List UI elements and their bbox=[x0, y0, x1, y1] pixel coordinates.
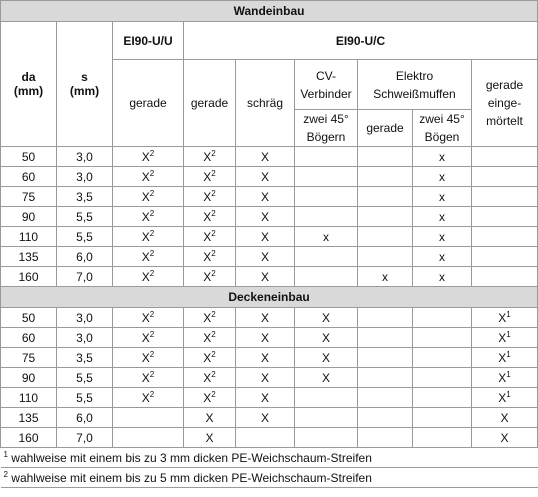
cell-mark-letter: x bbox=[323, 229, 329, 244]
cell-mark-footnote-ref: 2 bbox=[149, 188, 155, 198]
header-cv-line1: CV- bbox=[315, 68, 336, 83]
table-row bbox=[1, 348, 538, 368]
footnote bbox=[1, 468, 538, 488]
cell-mark bbox=[184, 207, 236, 227]
cell-mark bbox=[358, 207, 413, 227]
footnote bbox=[1, 448, 538, 468]
cell-mark-footnote-ref: 2 bbox=[149, 369, 155, 379]
cell-mark bbox=[295, 408, 358, 428]
cell-mark-letter: X bbox=[203, 229, 212, 244]
cell-mark-letter: X bbox=[498, 310, 507, 325]
cell-mark bbox=[184, 267, 236, 287]
cell-da: 135 bbox=[1, 247, 57, 267]
cell-mark bbox=[113, 267, 184, 287]
cell-mark-letter: x bbox=[439, 149, 445, 164]
cell-mark bbox=[472, 368, 538, 388]
cell-mark-footnote-ref: 2 bbox=[211, 248, 216, 258]
cell-da: 50 bbox=[1, 308, 57, 328]
cell-mark-footnote-ref: 2 bbox=[211, 188, 216, 198]
cell-mark-letter: x bbox=[439, 229, 445, 244]
cell-mark bbox=[113, 328, 184, 348]
cell-mark bbox=[472, 408, 538, 428]
cell-mark bbox=[413, 147, 472, 167]
header-gerade-eing-line2: einge- bbox=[487, 96, 522, 110]
cell-mark-footnote-ref: 2 bbox=[211, 349, 216, 359]
cell-mark bbox=[295, 147, 358, 167]
cell-mark bbox=[413, 187, 472, 207]
cell-mark bbox=[113, 368, 184, 388]
cell-mark bbox=[358, 267, 413, 287]
cell-mark bbox=[236, 247, 295, 267]
header-elektro-gerade: gerade bbox=[358, 110, 413, 147]
header-cv-verbinder bbox=[295, 60, 358, 110]
table-row bbox=[1, 428, 538, 448]
table-row bbox=[1, 227, 538, 247]
cell-s: 7,0 bbox=[57, 267, 113, 287]
cell-mark bbox=[413, 308, 472, 328]
cell-mark-letter: X bbox=[141, 310, 150, 325]
cell-s: 3,5 bbox=[57, 187, 113, 207]
cell-mark bbox=[236, 328, 295, 348]
cell-mark-footnote-ref: 1 bbox=[506, 369, 511, 379]
cell-mark-letter: X bbox=[141, 330, 150, 345]
cell-mark-letter: X bbox=[500, 410, 509, 425]
cell-mark bbox=[113, 207, 184, 227]
cell-mark-footnote-ref: 1 bbox=[506, 349, 511, 359]
cell-mark bbox=[358, 408, 413, 428]
cell-mark bbox=[295, 348, 358, 368]
header-gerade-eing-line3: mörtelt bbox=[486, 114, 523, 128]
cell-mark-letter: X bbox=[141, 370, 150, 385]
header-s-label: s bbox=[81, 70, 88, 84]
cell-mark bbox=[113, 187, 184, 207]
cell-mark-letter: X bbox=[203, 189, 212, 204]
cell-mark bbox=[358, 247, 413, 267]
cell-mark-footnote-ref: 1 bbox=[506, 329, 511, 339]
footnote-text: wahlweise mit einem bis zu 5 mm dicken PE-Weichschaum-Streifen bbox=[11, 470, 372, 485]
cell-mark-footnote-ref: 1 bbox=[506, 389, 511, 399]
cell-mark-footnote-ref: 2 bbox=[149, 389, 155, 399]
cell-mark-footnote-ref: 2 bbox=[211, 168, 216, 178]
cell-mark bbox=[113, 167, 184, 187]
cell-mark bbox=[184, 167, 236, 187]
cell-mark bbox=[472, 308, 538, 328]
cell-mark-footnote-ref: 2 bbox=[211, 329, 216, 339]
header-elektro-line1: Elektro bbox=[395, 68, 434, 83]
cell-mark bbox=[236, 167, 295, 187]
cell-mark-footnote-ref: 2 bbox=[149, 208, 155, 218]
cell-mark-letter: X bbox=[260, 370, 269, 385]
cell-mark-letter: X bbox=[205, 430, 214, 445]
cell-mark bbox=[413, 207, 472, 227]
cell-s: 5,5 bbox=[57, 368, 113, 388]
cell-mark bbox=[295, 267, 358, 287]
cell-mark bbox=[472, 227, 538, 247]
cell-mark bbox=[358, 388, 413, 408]
footnote-number: 2 bbox=[3, 469, 8, 479]
cell-mark-letter: X bbox=[203, 370, 212, 385]
cell-mark-letter: X bbox=[260, 209, 269, 224]
cell-mark bbox=[236, 388, 295, 408]
header-cv-line2: Verbinder bbox=[300, 86, 352, 101]
cell-s: 6,0 bbox=[57, 247, 113, 267]
cell-mark-letter: X bbox=[203, 330, 212, 345]
section-title-wall: Wandeinbau bbox=[1, 1, 538, 22]
cell-mark-letter: X bbox=[141, 390, 150, 405]
header-da-label: da bbox=[21, 70, 36, 84]
cell-mark bbox=[184, 368, 236, 388]
cell-mark-letter: X bbox=[260, 249, 269, 264]
table-row bbox=[1, 368, 538, 388]
header-ei90-uc: EI90-U/C bbox=[184, 22, 538, 60]
cell-mark-letter: X bbox=[141, 249, 150, 264]
cell-mark bbox=[236, 368, 295, 388]
cell-mark-letter: X bbox=[498, 370, 507, 385]
cell-mark bbox=[413, 227, 472, 247]
cell-mark-footnote-ref: 2 bbox=[211, 208, 216, 218]
cell-mark bbox=[184, 408, 236, 428]
cell-mark-letter: X bbox=[321, 370, 330, 385]
cell-mark bbox=[413, 408, 472, 428]
cell-mark-footnote-ref: 2 bbox=[211, 268, 216, 278]
section-title-ceiling: Deckeneinbau bbox=[1, 287, 538, 308]
cell-mark-letter: X bbox=[141, 229, 150, 244]
cell-mark-footnote-ref: 2 bbox=[211, 228, 216, 238]
cell-mark bbox=[472, 247, 538, 267]
cell-mark bbox=[472, 207, 538, 227]
cell-mark bbox=[184, 227, 236, 247]
cell-mark-letter: X bbox=[260, 229, 269, 244]
header-elektro-zwei45 bbox=[413, 110, 472, 147]
cell-da: 50 bbox=[1, 147, 57, 167]
cell-mark bbox=[184, 187, 236, 207]
cell-mark bbox=[413, 247, 472, 267]
cell-mark bbox=[113, 408, 184, 428]
cell-mark bbox=[113, 348, 184, 368]
cell-mark bbox=[295, 368, 358, 388]
cell-mark-letter: X bbox=[260, 330, 269, 345]
header-elektro-zwei45-line1: zwei 45° bbox=[419, 112, 465, 126]
cell-mark bbox=[184, 328, 236, 348]
cell-mark-letter: X bbox=[260, 269, 269, 284]
cell-mark bbox=[295, 328, 358, 348]
cell-mark-letter: x bbox=[439, 169, 445, 184]
header-da bbox=[1, 22, 57, 147]
header-elektro-line2: Schweißmuffen bbox=[373, 86, 456, 101]
cell-mark-letter: X bbox=[321, 310, 330, 325]
cell-mark bbox=[472, 267, 538, 287]
cell-mark bbox=[113, 147, 184, 167]
cell-da: 110 bbox=[1, 388, 57, 408]
cell-mark-letter: X bbox=[203, 149, 212, 164]
header-s-unit: (mm) bbox=[69, 84, 100, 98]
cell-s: 3,0 bbox=[57, 308, 113, 328]
header-gerade-eingemoertelt bbox=[472, 60, 538, 147]
cell-mark-letter: X bbox=[141, 209, 150, 224]
cell-s: 5,5 bbox=[57, 207, 113, 227]
cell-mark bbox=[358, 328, 413, 348]
cell-mark-footnote-ref: 2 bbox=[149, 168, 155, 178]
cell-da: 160 bbox=[1, 267, 57, 287]
cell-mark bbox=[358, 308, 413, 328]
cell-da: 75 bbox=[1, 187, 57, 207]
cell-mark bbox=[413, 167, 472, 187]
cell-mark-letter: x bbox=[382, 269, 388, 284]
cell-da: 160 bbox=[1, 428, 57, 448]
cell-mark bbox=[113, 388, 184, 408]
cell-mark bbox=[413, 428, 472, 448]
cell-s: 6,0 bbox=[57, 408, 113, 428]
cell-mark-footnote-ref: 2 bbox=[211, 148, 216, 158]
cell-mark bbox=[236, 408, 295, 428]
cell-s: 5,5 bbox=[57, 388, 113, 408]
cell-mark-footnote-ref: 2 bbox=[149, 329, 155, 339]
cell-mark bbox=[295, 247, 358, 267]
cell-mark-letter: X bbox=[321, 350, 330, 365]
cell-mark-footnote-ref: 2 bbox=[149, 248, 155, 258]
table-row bbox=[1, 207, 538, 227]
cell-mark bbox=[184, 147, 236, 167]
cell-mark bbox=[236, 187, 295, 207]
cell-da: 60 bbox=[1, 328, 57, 348]
cell-s: 3,0 bbox=[57, 147, 113, 167]
table-row bbox=[1, 267, 538, 287]
cell-mark-footnote-ref: 2 bbox=[211, 389, 216, 399]
cell-mark-letter: X bbox=[260, 350, 269, 365]
cell-mark-letter: X bbox=[203, 350, 212, 365]
header-cv-zwei45-line2: Bögern bbox=[306, 130, 346, 144]
cell-s: 3,0 bbox=[57, 167, 113, 187]
header-cv-zwei45-line1: zwei 45° bbox=[303, 112, 349, 126]
header-s bbox=[57, 22, 113, 147]
header-da-unit: (mm) bbox=[13, 84, 44, 98]
cell-da: 110 bbox=[1, 227, 57, 247]
cell-mark bbox=[113, 227, 184, 247]
cell-mark bbox=[113, 308, 184, 328]
cell-mark-letter: X bbox=[205, 410, 214, 425]
table-row bbox=[1, 187, 538, 207]
table-row bbox=[1, 408, 538, 428]
cell-mark bbox=[295, 388, 358, 408]
header-uc-schraeg: schräg bbox=[236, 60, 295, 147]
cell-s: 5,5 bbox=[57, 227, 113, 247]
cell-mark-letter: X bbox=[203, 390, 212, 405]
cell-mark bbox=[236, 207, 295, 227]
cell-mark bbox=[295, 167, 358, 187]
cell-mark-letter: X bbox=[498, 330, 507, 345]
cell-mark bbox=[295, 308, 358, 328]
cell-s: 3,0 bbox=[57, 328, 113, 348]
table-row bbox=[1, 308, 538, 328]
cell-mark-letter: X bbox=[203, 249, 212, 264]
cell-mark bbox=[358, 368, 413, 388]
cell-mark bbox=[358, 167, 413, 187]
cell-mark bbox=[358, 227, 413, 247]
cell-mark bbox=[184, 308, 236, 328]
header-elektro bbox=[358, 60, 472, 110]
cell-mark-letter: x bbox=[439, 189, 445, 204]
cell-mark-footnote-ref: 2 bbox=[211, 309, 216, 319]
cell-mark bbox=[413, 267, 472, 287]
header-uu-gerade: gerade bbox=[113, 60, 184, 147]
cell-mark bbox=[472, 348, 538, 368]
cell-mark-footnote-ref: 2 bbox=[149, 148, 155, 158]
header-ei90-uu: EI90-U/U bbox=[113, 22, 184, 60]
cell-mark bbox=[472, 388, 538, 408]
cell-mark-letter: x bbox=[439, 249, 445, 264]
cell-mark bbox=[295, 227, 358, 247]
cell-da: 135 bbox=[1, 408, 57, 428]
cell-mark bbox=[358, 147, 413, 167]
cell-mark bbox=[472, 328, 538, 348]
cell-mark-letter: x bbox=[439, 269, 445, 284]
cell-mark bbox=[472, 167, 538, 187]
cell-mark-letter: X bbox=[203, 310, 212, 325]
cell-mark bbox=[413, 348, 472, 368]
cell-mark bbox=[236, 267, 295, 287]
cell-mark-letter: X bbox=[141, 269, 150, 284]
cell-mark-footnote-ref: 2 bbox=[149, 228, 155, 238]
cell-mark bbox=[358, 187, 413, 207]
table-row bbox=[1, 388, 538, 408]
cell-mark-letter: X bbox=[498, 350, 507, 365]
cell-mark-letter: X bbox=[498, 390, 507, 405]
cell-mark bbox=[295, 187, 358, 207]
cell-mark-footnote-ref: 2 bbox=[149, 309, 155, 319]
cell-mark bbox=[236, 147, 295, 167]
cell-mark-letter: X bbox=[260, 410, 269, 425]
cell-mark bbox=[295, 207, 358, 227]
header-cv-zwei45 bbox=[295, 110, 358, 147]
cell-mark bbox=[236, 308, 295, 328]
cell-mark bbox=[236, 348, 295, 368]
cell-mark-letter: X bbox=[203, 269, 212, 284]
cell-mark-letter: X bbox=[260, 169, 269, 184]
table-row bbox=[1, 328, 538, 348]
table-row bbox=[1, 167, 538, 187]
cell-mark-letter: X bbox=[260, 310, 269, 325]
cell-mark bbox=[184, 247, 236, 267]
cell-mark bbox=[236, 227, 295, 247]
cell-s: 7,0 bbox=[57, 428, 113, 448]
header-gerade-eing-line1: gerade bbox=[485, 78, 524, 92]
cell-da: 60 bbox=[1, 167, 57, 187]
cell-mark bbox=[184, 388, 236, 408]
cell-mark-footnote-ref: 2 bbox=[149, 349, 155, 359]
cell-mark bbox=[472, 147, 538, 167]
cell-mark bbox=[413, 368, 472, 388]
cell-mark-letter: X bbox=[141, 189, 150, 204]
table-row bbox=[1, 247, 538, 267]
header-elektro-zwei45-line2: Bögen bbox=[424, 130, 460, 144]
cell-mark bbox=[413, 388, 472, 408]
cell-s: 3,5 bbox=[57, 348, 113, 368]
cell-mark bbox=[472, 428, 538, 448]
cell-mark-letter: X bbox=[500, 430, 509, 445]
cell-mark-letter: X bbox=[141, 169, 150, 184]
cell-mark-letter: x bbox=[439, 209, 445, 224]
cell-mark bbox=[113, 247, 184, 267]
cell-mark-letter: X bbox=[141, 350, 150, 365]
cell-mark-letter: X bbox=[321, 330, 330, 345]
cell-mark-footnote-ref: 1 bbox=[506, 309, 511, 319]
cell-mark-letter: X bbox=[203, 209, 212, 224]
cell-da: 75 bbox=[1, 348, 57, 368]
cell-mark bbox=[184, 428, 236, 448]
cell-mark bbox=[358, 428, 413, 448]
cell-mark-letter: X bbox=[141, 149, 150, 164]
cell-mark bbox=[295, 428, 358, 448]
footnote-number: 1 bbox=[3, 449, 8, 459]
cell-da: 90 bbox=[1, 368, 57, 388]
cell-mark-letter: X bbox=[203, 169, 212, 184]
cell-mark-letter: X bbox=[260, 390, 269, 405]
cell-da: 90 bbox=[1, 207, 57, 227]
cell-mark-footnote-ref: 2 bbox=[211, 369, 216, 379]
cell-mark bbox=[184, 348, 236, 368]
cell-mark bbox=[236, 428, 295, 448]
cell-mark bbox=[413, 328, 472, 348]
cell-mark bbox=[358, 348, 413, 368]
header-uc-gerade: gerade bbox=[184, 60, 236, 147]
table-row bbox=[1, 147, 538, 167]
footnote-text: wahlweise mit einem bis zu 3 mm dicken PE-Weichschaum-Streifen bbox=[11, 450, 372, 465]
cell-mark-letter: X bbox=[260, 189, 269, 204]
cell-mark-footnote-ref: 2 bbox=[149, 268, 155, 278]
cell-mark bbox=[113, 428, 184, 448]
cell-mark-letter: X bbox=[260, 149, 269, 164]
cell-mark bbox=[472, 187, 538, 207]
